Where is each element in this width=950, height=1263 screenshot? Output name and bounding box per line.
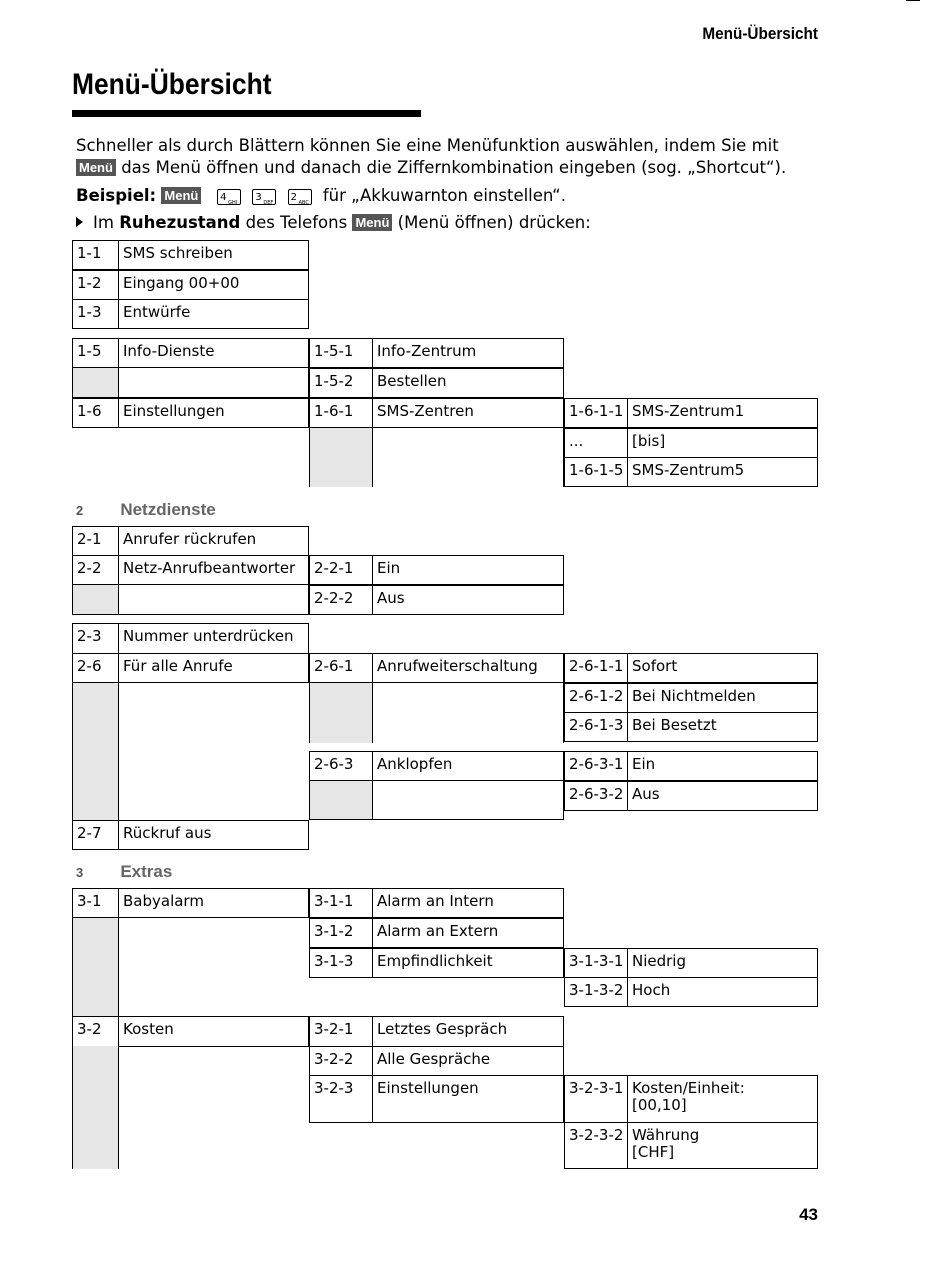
menu-code-r2_6: 2-6 [72,653,119,683]
menu-item-r3_2_3_1[interactable]: Kosten/Einheit: [00,10] [627,1075,818,1123]
menu-item-r1_5[interactable]: Info-Dienste [118,338,309,368]
menu-code-r2_6_3: 2-6-3 [309,751,373,781]
menu-code-r1_6: 1-6 [72,398,119,428]
menu-item-r1_6[interactable]: Einstellungen [118,398,309,428]
menu-item-r2_6_3_1[interactable]: Ein [627,751,818,781]
menu-code-r3_1_2: 3-1-2 [309,918,373,948]
menu-item-r2_6_3[interactable]: Anklopfen [372,751,564,781]
menu-code-r2_6_3_2: 2-6-3-2 [564,781,628,811]
key-2-icon: 2 ABC [288,189,312,205]
menu-code-r2_7: 2-7 [72,820,119,850]
menu-item-r2_6_3_2[interactable]: Aus [627,781,818,811]
menu-item-r1_5_1[interactable]: Info-Zentrum [372,338,564,368]
corner-mark [906,0,920,1]
menu-item-r1_6_1[interactable]: SMS-Zentren [372,398,564,428]
menu-item-r2_6[interactable]: Für alle Anrufe [118,653,309,683]
menu-item-r3_2[interactable]: Kosten [118,1016,309,1047]
menu-code-r2_6_1: 2-6-1 [309,653,373,683]
intro-line-2-text: das Menü öffnen und danach die Ziffernkombination eingeben (sog. „Shortcut“). [121,158,787,177]
menu-filler-code [309,683,373,743]
menu-item-r1_6_1_1[interactable]: SMS-Zentrum1 [627,398,818,428]
menu-code-r2_1: 2-1 [72,526,119,556]
menu-filler-code [309,781,373,820]
menu-item-r1_2[interactable]: Eingang 00+00 [118,270,309,300]
menu-item-r3_1_3_1[interactable]: Niedrig [627,948,818,978]
menu-item-r2_2_2[interactable]: Aus [372,585,564,615]
intro-line-2 [76,157,786,179]
menu-item-r3_2_2[interactable]: Alle Gespräche [372,1046,564,1076]
menu-code-r3_2: 3-2 [72,1016,119,1047]
example-label: Beispiel: [76,186,157,205]
menu-filler-label [372,428,564,487]
menu-filler-code [72,1046,119,1169]
menu-item-r1_6_1_5[interactable]: SMS-Zentrum5 [627,457,818,487]
menu-code-r3_2_3: 3-2-3 [309,1075,373,1123]
menu-code-r1_5_1: 1-5-1 [309,338,373,368]
menu-item-r2_2[interactable]: Netz-Anrufbeantworter [118,555,309,585]
menu-key: Menü [352,214,392,231]
menu-code-r2_6_1_2: 2-6-1-2 [564,683,628,713]
menu-code-r1_6_1_x: ... [564,428,628,458]
menu-filler-label [372,683,564,743]
menu-item-r1_1[interactable]: SMS schreiben [118,240,309,270]
menu-filler-code [309,428,373,487]
menu-filler-label [118,918,309,1016]
menu-item-r2_1[interactable]: Anrufer rückrufen [118,526,309,556]
menu-code-r1_3: 1-3 [72,299,119,329]
title-rule [72,110,421,117]
menu-item-r2_6_1_1[interactable]: Sofort [627,653,818,683]
menu-code-r1_2: 1-2 [72,270,119,300]
menu-item-r3_2_3[interactable]: Einstellungen [372,1075,564,1123]
menu-item-r3_1_3[interactable]: Empfindlichkeit [372,948,564,978]
menu-item-r1_6_1_x[interactable]: [bis] [627,428,818,458]
menu-code-r2_6_1_1: 2-6-1-1 [564,653,628,683]
menu-filler-code [72,585,119,615]
menu-filler-label [118,1046,309,1169]
menu-filler-code [72,368,119,398]
menu-code-r2_6_1_3: 2-6-1-3 [564,712,628,742]
example-text: für „Akkuwarnton einstellen“. [322,186,566,205]
menu-code-r3_1_1: 3-1-1 [309,888,373,918]
menu-item-r3_1[interactable]: Babyalarm [118,888,309,918]
menu-code-r1_6_1_5: 1-6-1-5 [564,457,628,487]
menu-item-r3_1_1[interactable]: Alarm an Intern [372,888,564,918]
menu-code-r3_1_3_1: 3-1-3-1 [564,948,628,978]
menu-code-r2_3: 2-3 [72,623,119,654]
section-3-header: 3 Extras [76,862,173,881]
menu-filler-code [72,683,119,820]
menu-item-r3_1_3_2[interactable]: Hoch [627,977,818,1007]
key-3-icon: 3 DEF [252,189,276,205]
menu-item-r1_5_2[interactable]: Bestellen [372,368,564,398]
arrow-icon [76,217,83,227]
menu-code-r2_6_3_1: 2-6-3-1 [564,751,628,781]
menu-code-r2_2: 2-2 [72,555,119,585]
menu-filler-label [118,683,309,820]
page-title: Menü-Übersicht [72,68,272,101]
menu-item-r2_6_1_2[interactable]: Bei Nichtmelden [627,683,818,713]
menu-item-r1_3[interactable]: Entwürfe [118,299,309,329]
running-header: Menü-Übersicht [702,24,818,43]
menu-code-r3_1: 3-1 [72,888,119,918]
menu-code-r3_2_1: 3-2-1 [309,1016,373,1047]
menu-code-r1_5: 1-5 [72,338,119,368]
menu-item-r2_6_1[interactable]: Anrufweiterschaltung [372,653,564,683]
menu-item-r3_2_1[interactable]: Letztes Gespräch [372,1016,564,1047]
menu-code-r1_6_1_1: 1-6-1-1 [564,398,628,428]
page-number: 43 [799,1205,818,1224]
menu-code-r1_5_2: 1-5-2 [309,368,373,398]
menu-filler-label [118,585,309,615]
menu-item-r3_1_2[interactable]: Alarm an Extern [372,918,564,948]
menu-item-r2_7[interactable]: Rückruf aus [118,820,309,850]
key-4-icon: 4 GHI [217,189,241,205]
instruction-step: Im Ruhezustand des Telefons Menü (Menü öffnen) drücken: [76,212,591,234]
menu-code-r2_2_2: 2-2-2 [309,585,373,615]
menu-code-r1_1: 1-1 [72,240,119,270]
menu-filler-code [72,918,119,1016]
menu-code-r3_1_3_2: 3-1-3-2 [564,977,628,1007]
menu-code-r3_2_3_2: 3-2-3-2 [564,1122,628,1169]
menu-filler-label [118,368,309,398]
intro-line-1: Schneller als durch Blättern können Sie eine Menüfunktion auswählen, indem Sie mit [76,136,779,155]
menu-code-r3_1_3: 3-1-3 [309,948,373,978]
example-line [76,185,566,207]
menu-key: Menü [161,187,201,204]
menu-code-r2_2_1: 2-2-1 [309,555,373,585]
menu-code-r3_2_2: 3-2-2 [309,1046,373,1076]
menu-item-r2_6_1_3[interactable]: Bei Besetzt [627,712,818,742]
menu-item-r2_2_1[interactable]: Ein [372,555,564,585]
menu-code-r1_6_1: 1-6-1 [309,398,373,428]
section-2-header: 2 Netzdienste [76,500,216,519]
menu-item-r3_2_3_2[interactable]: Währung [CHF] [627,1122,818,1169]
menu-code-r3_2_3_1: 3-2-3-1 [564,1075,628,1123]
menu-item-r2_3[interactable]: Nummer unterdrücken [118,623,309,654]
menu-key: Menü [76,159,116,176]
menu-filler-label [372,781,564,820]
